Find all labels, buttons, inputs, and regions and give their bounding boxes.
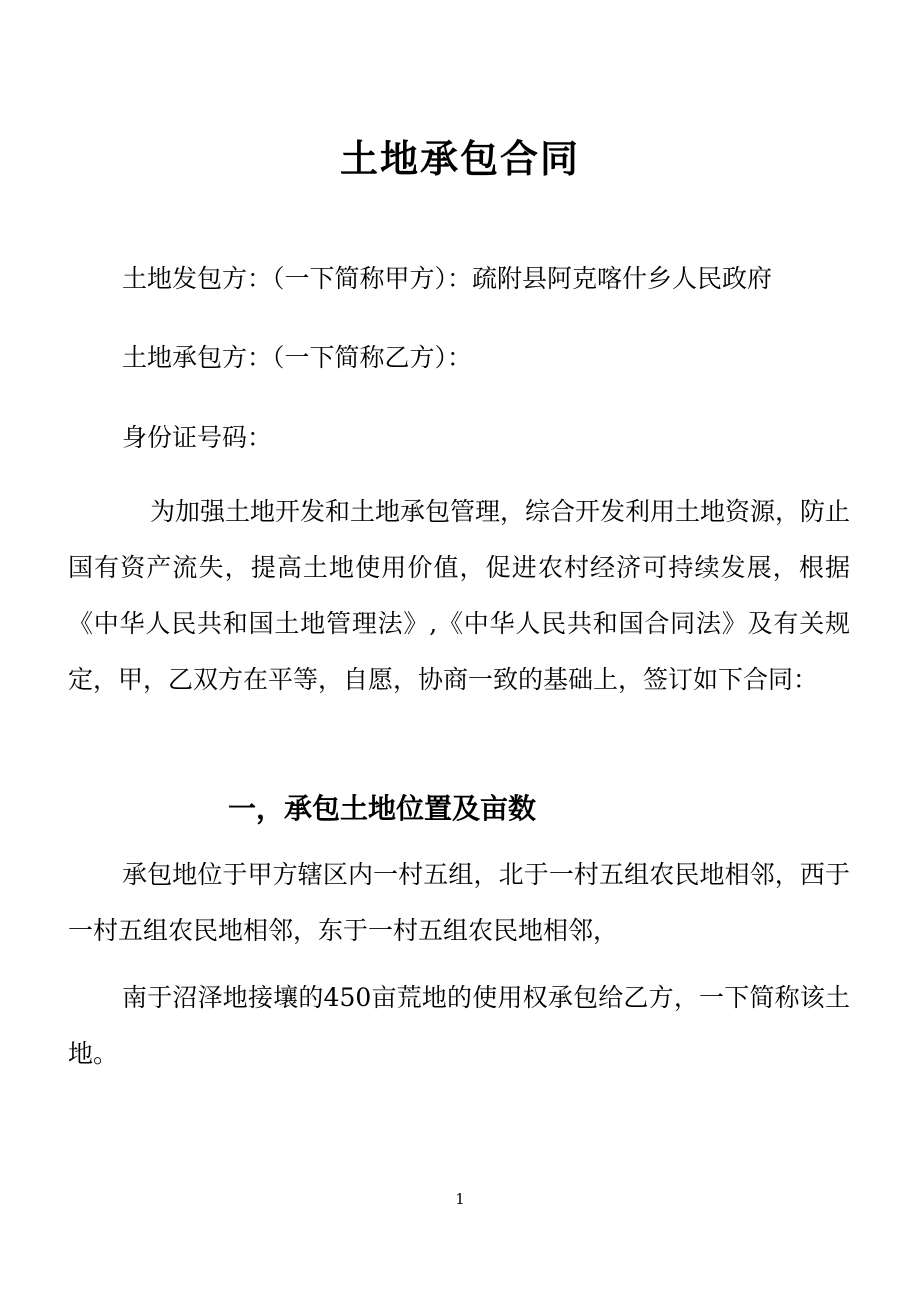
- document-title: 土地承包合同: [339, 136, 580, 181]
- section-heading-1: 一，承包土地位置及亩数: [228, 792, 537, 825]
- party-a-line: 土地发包方：（一下简称甲方）：疏附县阿克喀什乡人民政府: [122, 264, 773, 293]
- intro-paragraph: 为加强土地开发和土地承包管理，综合开发利用土地资源，防止国有资产流失，提高土地使用价值，促进农村经济可持续发展，根据《中华人民共和国土地管理法》,《中华人民共和国合同法》及有关规定，甲，乙双方在平等，自愿，协商一致的基础上，签订如下合同：: [68, 497, 851, 694]
- page-number: 1: [455, 1190, 465, 1208]
- party-b-line: 土地承包方：（一下简称乙方）：: [122, 343, 473, 372]
- id-number-label: 身份证号码：: [122, 423, 273, 452]
- section-1-paragraph-location: 承包地位于甲方辖区内一村五组，北于一村五组农民地相邻，西于一村五组农民地相邻，东于一村五组农民地相邻，: [68, 860, 850, 945]
- section-1-paragraph-south: 南于沼泽地接壤的450亩荒地的使用权承包给乙方，一下简称该土地。: [68, 983, 850, 1068]
